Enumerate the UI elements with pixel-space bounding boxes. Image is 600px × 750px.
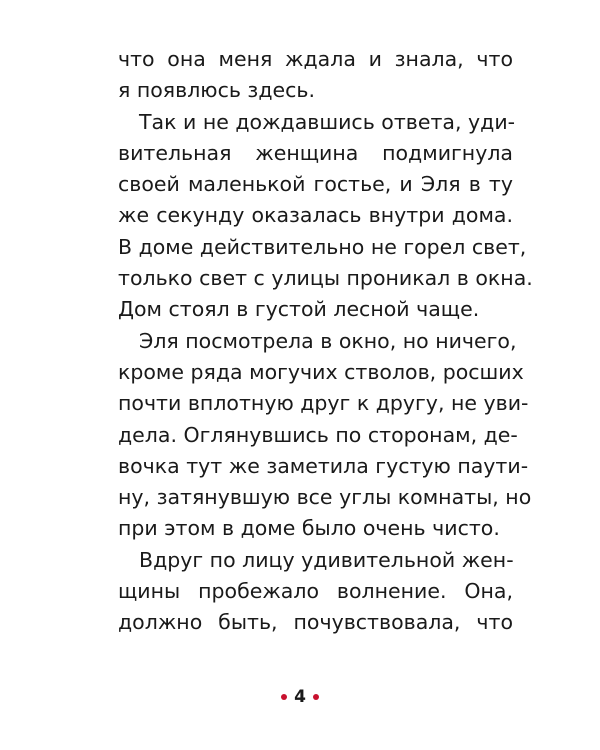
body-text <box>118 44 533 639</box>
text-line: Вдруг по лицу удивительной жен- <box>139 547 514 572</box>
text-line: должно быть, почувствовала, что <box>118 610 513 635</box>
right-bullet-icon <box>313 694 319 700</box>
text-line: Эля посмотрела в окно, но ничего, <box>139 328 517 353</box>
left-bullet-icon <box>281 694 287 700</box>
text-line: вочка тут же заметила густую паути- <box>118 453 529 478</box>
page-number: 4 <box>294 687 306 707</box>
text-line: только свет с улицы проникал в окна. <box>118 266 533 291</box>
text-line: щины пробежало волнение. Она, <box>118 579 513 604</box>
page-footer <box>0 685 600 709</box>
text-line: ну, затянувшую все углы комнаты, но <box>118 485 532 510</box>
text-line: В доме действительно не горел свет, <box>118 234 527 259</box>
text-line: своей маленькой гостье, и Эля в ту <box>118 172 513 197</box>
text-line: что она меня ждала и знала, что <box>118 47 513 71</box>
text-line: почти вплотную друг к другу, не уви- <box>118 391 529 416</box>
text-line: же секунду оказалась внутри дома. <box>118 203 513 228</box>
text-line: Дом стоял в густой лесной чаще. <box>118 297 480 322</box>
text-line: Так и не дождавшись ответа, уди- <box>139 109 516 134</box>
text-line: дела. Оглянувшись по сторонам, де- <box>118 422 518 447</box>
text-line: кроме ряда могучих стволов, росших <box>118 359 524 384</box>
text-line: вительная женщина подмигнула <box>118 140 513 165</box>
text-line: при этом в доме было очень чисто. <box>118 516 500 541</box>
text-line: я появлюсь здесь. <box>118 78 315 103</box>
